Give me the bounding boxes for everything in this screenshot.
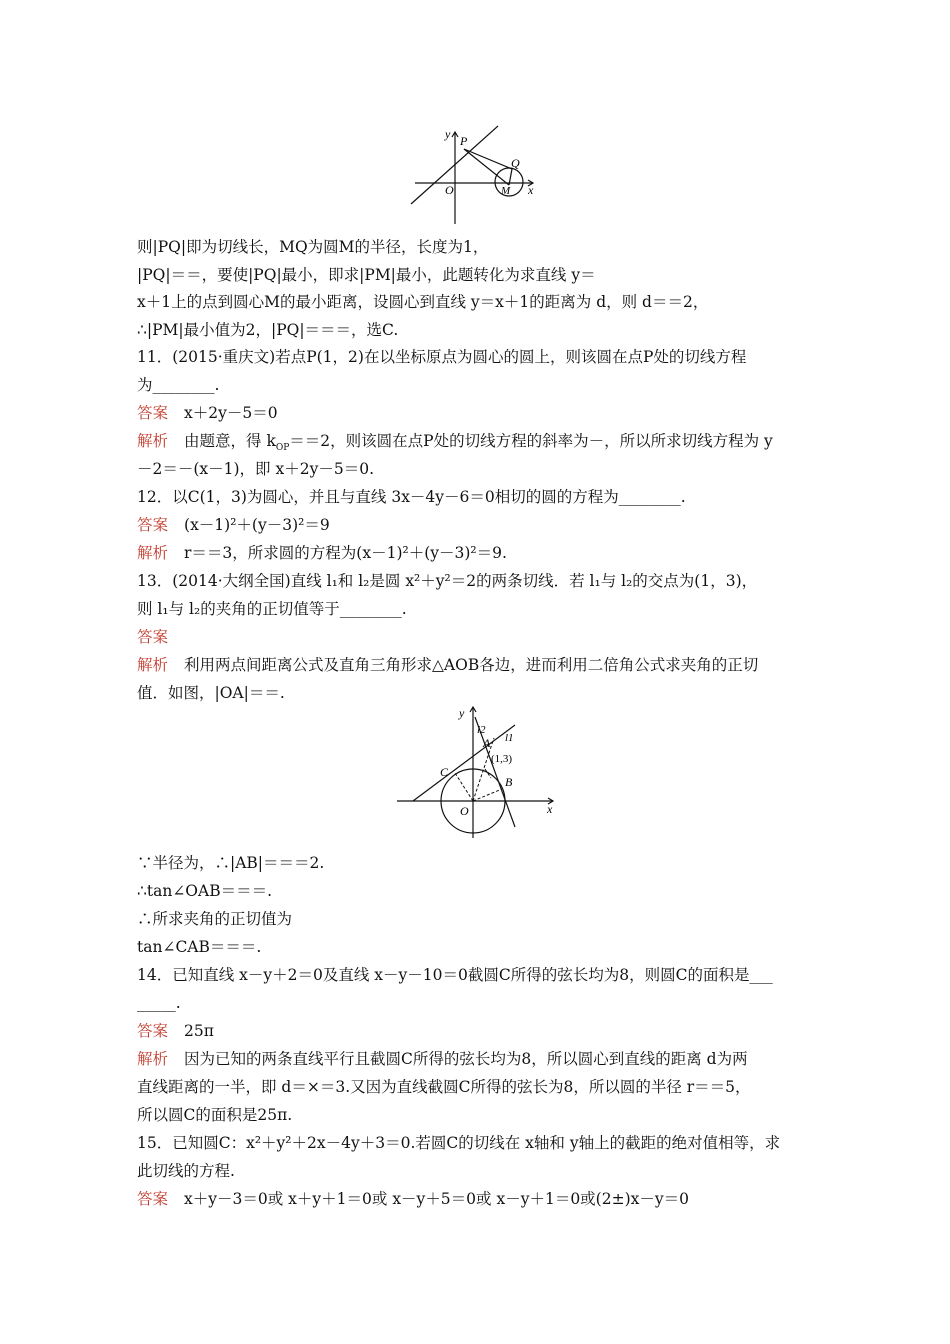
text-line-1: 则|PQ|即为切线长，MQ为圆M的半径，长度为1， <box>137 238 489 256</box>
segment-ob <box>473 789 502 801</box>
q11-answer: 答案 x＋2y－5＝0 <box>137 404 278 422</box>
figure-2-two-tangents-diagram <box>393 703 563 843</box>
label-x: x <box>547 802 553 816</box>
q11-analysis: 解析 由题意，得 $k_{OP}==2$，则该圆在点P处的切线方程的斜率为－，所以所求切线方程为 y <box>137 432 773 454</box>
label-m: M <box>501 185 511 197</box>
segment-oc <box>455 773 473 801</box>
q13-after-1: ∵半径为，∴|AB|＝＝＝2. <box>137 854 325 872</box>
label-l2: l2 <box>477 724 486 736</box>
figure-1-tangent-diagram <box>405 122 555 230</box>
label-b: B <box>505 775 513 789</box>
q11-question-cont: 为________. <box>137 376 220 394</box>
answer-label: 答案 <box>137 404 169 422</box>
q13-question-cont: 则 l₁与 l₂的夹角的正切值等于________. <box>137 600 407 618</box>
q14-question-cont: _____. <box>137 994 181 1012</box>
q13-analysis: 解析 利用两点间距离公式及直角三角形求△AOB各边，进而利用二倍角公式求夹角的正切 <box>137 656 759 674</box>
q14-question: 14．已知直线 x－y＋2＝0及直线 x－y－10＝0截圆C所得的弦长均为8，则圆C的面积是___ <box>137 966 773 984</box>
q11-question: 11．(2015·重庆文)若点P(1，2)在以坐标原点为圆心的圆上，则该圆在点P处的切线方程 <box>137 348 747 366</box>
label-y: y <box>459 706 465 720</box>
label-o: O <box>460 804 469 818</box>
text-line-4: ∴|PM|最小值为2，|PQ|＝＝＝，选C. <box>137 321 399 339</box>
analysis-label: 解析 <box>137 432 169 450</box>
text-line-2: |PQ|＝＝，要使|PQ|最小，即求|PM|最小，此题转化为求直线 y＝ <box>137 266 596 284</box>
label-l1: l1 <box>505 732 514 744</box>
label-x: x <box>528 183 534 197</box>
q13-after-3: ∴所求夹角的正切值为 <box>137 910 293 928</box>
q12-question: 12．以C(1，3)为圆心，并且与直线 3x－4y－6＝0相切的圆的方程为________. <box>137 488 686 506</box>
text-line-3: x＋1上的点到圆心M的最小距离，设圆心到直线 y＝x＋1的距离为 d，则 d＝＝2， <box>137 293 709 311</box>
q13-answer: 答案 <box>137 628 169 646</box>
q13-after-2: ∴tan∠OAB＝＝＝. <box>137 882 273 900</box>
q15-answer: 答案 x＋y－3＝0或 x＋y＋1＝0或 x－y＋5＝0或 x－y＋1＝0或(2±)x－y＝0 <box>137 1190 689 1208</box>
q12-analysis: 解析 r＝＝3，所求圆的方程为(x－1)²＋(y－3)²＝9. <box>137 544 507 562</box>
q14-analysis-cont: 直线距离的一半，即 d＝×＝3.又因为直线截圆C所得的弦长为8，所以圆的半径 r＝＝5， <box>137 1078 751 1096</box>
label-q: Q <box>511 156 520 170</box>
label-point-1-3: (1,3) <box>491 753 513 765</box>
segment-pq <box>464 149 512 169</box>
q15-question: 15．已知圆C：x²＋y²＋2x－4y＋3＝0.若圆C的切线在 x轴和 y轴上的截距的绝对值相等，求 <box>137 1134 781 1152</box>
label-y: y <box>445 127 451 141</box>
label-c: C <box>440 765 449 779</box>
q13-analysis-cont: 值．如图，|OA|＝＝. <box>137 684 285 702</box>
q14-analysis-cont-2: 所以圆C的面积是25π. <box>137 1106 293 1124</box>
q12-answer: 答案 (x－1)²＋(y－3)²＝9 <box>137 516 330 534</box>
q13-after-4: tan∠CAB＝＝＝. <box>137 938 262 956</box>
q13-question: 13．(2014·大纲全国)直线 l₁和 l₂是圆 x²＋y²＝2的两条切线．若 l₁与 l₂的交点为(1，3)， <box>137 572 758 590</box>
label-a: A <box>483 736 491 750</box>
q14-answer: 答案 25π <box>137 1022 214 1040</box>
q15-question-cont: 此切线的方程. <box>137 1162 235 1180</box>
segment-pm <box>464 149 509 185</box>
q11-analysis-cont: －2＝－(x－1)，即 x＋2y－5＝0. <box>137 460 374 478</box>
label-p: P <box>460 134 468 148</box>
label-o: O <box>445 183 454 197</box>
q14-analysis: 解析 因为已知的两条直线平行且截圆C所得的弦长均为8，所以圆心到直线的距离 d为两 <box>137 1050 748 1068</box>
